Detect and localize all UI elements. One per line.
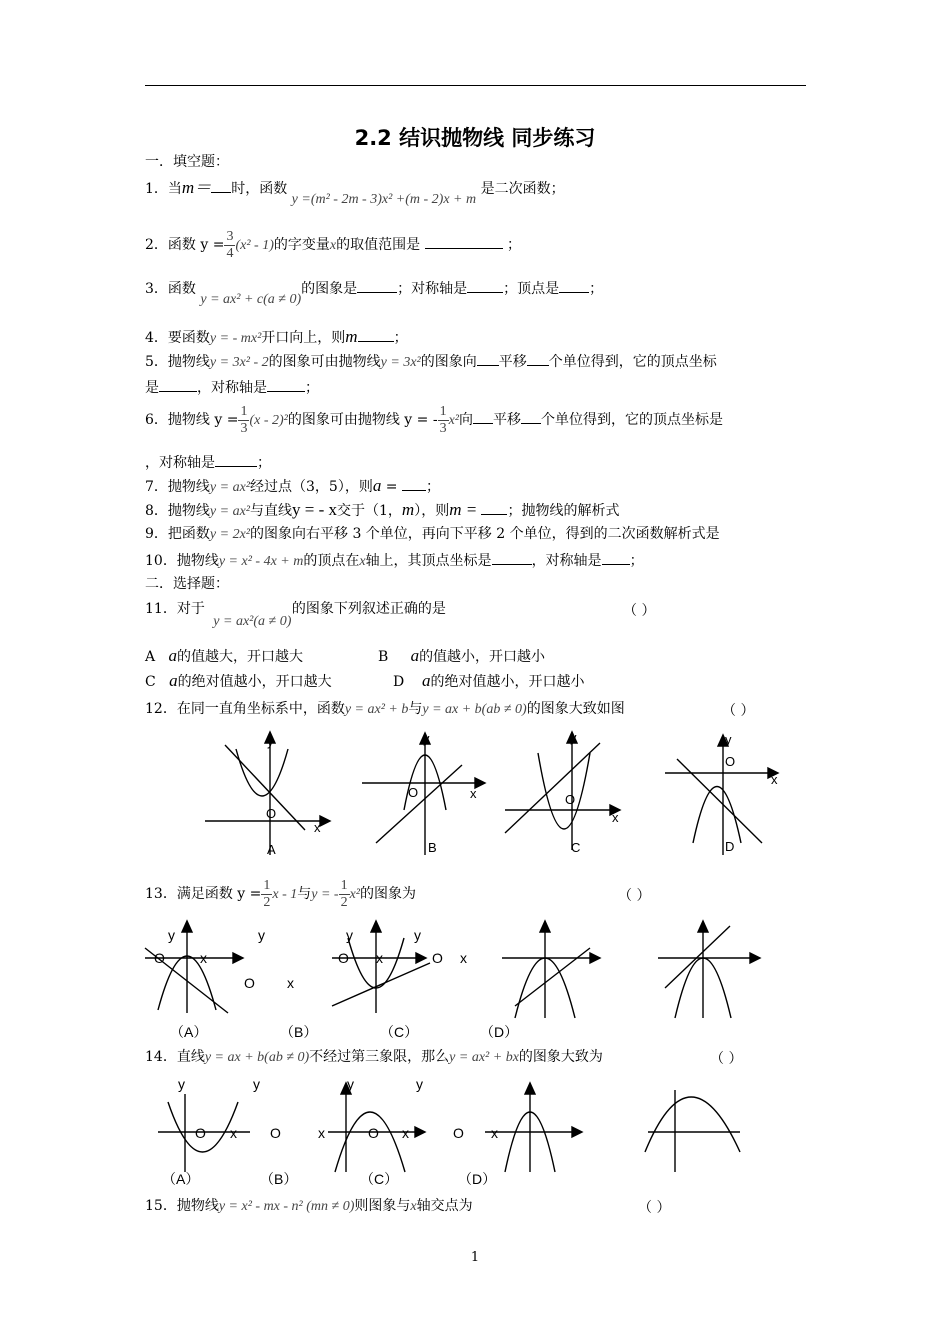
section-choice: 二．选择题： xyxy=(145,576,229,592)
axis-y-label: y xyxy=(423,731,430,746)
svg-text:O: O xyxy=(154,950,165,966)
question-10: 10．抛物线y = x² - 4x + m的顶点在x轴上，其顶点坐标是 ，对称轴是 ； xyxy=(145,550,644,571)
svg-text:（B）: （B） xyxy=(260,1171,298,1187)
answer-blank[interactable] xyxy=(358,327,394,342)
question-4: 4．要函数y = - mx²开口向上，则m ； xyxy=(145,327,408,346)
axis-y-label: y xyxy=(267,734,274,749)
section-fill-in: 一．填空题： xyxy=(145,154,229,170)
svg-text:（C）: （C） xyxy=(380,1024,419,1040)
svg-text:y: y xyxy=(178,1076,185,1092)
page-title: 2.2 结识抛物线 同步练习 xyxy=(354,126,596,150)
answer-paren[interactable]: （ ） xyxy=(722,703,755,719)
svg-text:x: x xyxy=(318,1125,325,1141)
parabola xyxy=(236,749,288,796)
svg-text:x: x xyxy=(287,975,294,991)
option-a-b: A a的值越大，开口越大 xyxy=(145,646,303,665)
arrow-icon xyxy=(750,953,760,963)
axis-x-label: x xyxy=(771,772,778,787)
page-number: 1 xyxy=(470,1250,480,1265)
svg-text:x: x xyxy=(460,950,467,966)
answer-blank[interactable] xyxy=(215,452,257,467)
answer-paren[interactable]: （ ） xyxy=(638,1200,671,1216)
arrow-icon xyxy=(233,953,243,963)
axis-x-label: x xyxy=(314,820,321,835)
svg-text:x: x xyxy=(230,1125,237,1141)
arrow-icon xyxy=(320,816,330,826)
svg-text:O: O xyxy=(195,1125,206,1141)
svg-text:（D）: （D） xyxy=(458,1171,497,1187)
svg-text:（D）: （D） xyxy=(480,1024,519,1040)
answer-blank[interactable] xyxy=(211,178,231,193)
figure-label: A xyxy=(267,842,276,857)
line xyxy=(225,745,305,830)
question-14: 14．直线y = ax + b(ab ≠ 0)不经过第三象限，那么y = ax² + bx的图象大致为 xyxy=(145,1049,603,1065)
origin-label: O xyxy=(565,792,576,807)
arrow-icon xyxy=(525,1083,535,1094)
q12-figures xyxy=(140,725,800,865)
answer-paren[interactable]: （ ） xyxy=(623,603,656,619)
svg-text:y: y xyxy=(346,927,353,943)
option-d: D a的绝对值越小，开口越小 xyxy=(393,671,585,690)
arrow-icon xyxy=(698,921,708,932)
arrow-icon xyxy=(371,921,381,932)
question-3: 3．函数 y = ax² + c(a ≠ 0)的图象是 ；对称轴是 ；顶点是 ； xyxy=(145,278,603,299)
line xyxy=(376,765,462,843)
line xyxy=(677,759,762,843)
question-5-line2: 是 ，对称轴是 ； xyxy=(145,377,319,397)
answer-blank[interactable] xyxy=(559,278,589,293)
svg-text:O: O xyxy=(368,1125,379,1141)
question-9: 9．把函数y = 2x²的图象向右平移 3 个单位，再向下平移 2 个单位，得到的二次函数解析式是 xyxy=(145,526,720,542)
axis-x-label: x xyxy=(612,810,619,825)
origin-label: O xyxy=(725,754,736,769)
svg-text:（B）: （B） xyxy=(280,1024,318,1040)
svg-text:O: O xyxy=(338,950,349,966)
question-7: 7．抛物线y = ax²经过点（3，5），则a = ； xyxy=(145,476,440,495)
svg-text:（C）: （C） xyxy=(360,1171,399,1187)
svg-text:x: x xyxy=(200,950,207,966)
question-13: 13．满足函数 y = $\frac{1}{2}$ x - 1与y = - $\frac{1}{2}$ x²的图象为 xyxy=(145,877,416,910)
svg-text:y: y xyxy=(253,1076,260,1092)
q14-figures xyxy=(140,1072,780,1197)
svg-text:（A）: （A） xyxy=(162,1171,200,1187)
svg-text:O: O xyxy=(244,975,255,991)
option-b: B a的值越小，开口越小 xyxy=(378,646,546,665)
svg-text:O: O xyxy=(432,950,443,966)
parabola xyxy=(538,753,590,829)
arrow-icon xyxy=(590,953,600,963)
question-6: 6．抛物线 y = $\frac{1}{3}$ (x - 2)²的图象可由抛物线 y = - $\frac{1}{3}$ x²向 平移 个单位得到，它的顶点坐标是 xyxy=(145,403,724,436)
question-8: 8．抛物线y = ax²与直线y = - x交于（1，m），则m = ；抛物线的解析式 xyxy=(145,500,620,519)
answer-blank[interactable] xyxy=(481,500,507,515)
question-12: 12．在同一直角坐标系中，函数y = ax² + b与y = ax + b(ab ≠ 0)的图象大致如图 xyxy=(145,701,625,717)
question-2: 2．函数 y = $\frac{3}{4}$ (x² - 1)的字变量x的取值范围是 ； xyxy=(145,228,521,261)
figure-label: D xyxy=(725,839,735,854)
line xyxy=(505,743,600,833)
axis-y-label: y xyxy=(725,732,732,747)
answer-blank[interactable] xyxy=(357,278,397,293)
option-c: C a的绝对值越小，开口越大 xyxy=(145,671,332,690)
arrow-icon xyxy=(416,953,426,963)
svg-text:y: y xyxy=(168,927,175,943)
question-6-line2: ，对称轴是 ； xyxy=(145,452,271,472)
arrow-icon xyxy=(475,778,485,788)
origin-label: O xyxy=(408,785,419,800)
svg-text:x: x xyxy=(402,1125,409,1141)
svg-text:O: O xyxy=(453,1125,464,1141)
svg-text:y: y xyxy=(416,1076,423,1092)
svg-text:（A）: （A） xyxy=(170,1024,208,1040)
arrow-icon xyxy=(182,921,192,932)
q13-figures xyxy=(140,918,780,1048)
question-11: 11．对于 y = ax²(a ≠ 0) 的图象下列叙述正确的是 xyxy=(145,601,446,629)
answer-blank[interactable] xyxy=(527,351,549,366)
figure-label: B xyxy=(428,840,437,855)
svg-text:x: x xyxy=(491,1125,498,1141)
axis-y-label: y xyxy=(570,730,577,745)
answer-paren[interactable]: （ ） xyxy=(710,1051,743,1067)
answer-blank[interactable] xyxy=(467,278,503,293)
axis-x-label: x xyxy=(470,786,477,801)
svg-text:y: y xyxy=(258,927,265,943)
svg-text:x: x xyxy=(376,950,383,966)
svg-text:O: O xyxy=(270,1125,281,1141)
question-1: 1．当m＝ 时，函数 y =(m² - 2m - 3)x² +(m - 2)x + m 是二次函数； xyxy=(145,178,565,207)
origin-label: O xyxy=(266,806,277,821)
answer-blank[interactable] xyxy=(267,377,305,392)
arrow-icon xyxy=(415,1127,425,1137)
answer-paren[interactable]: （ ） xyxy=(618,888,651,904)
svg-text:y: y xyxy=(414,927,421,943)
answer-blank[interactable] xyxy=(602,550,630,565)
answer-blank[interactable] xyxy=(477,351,499,366)
arrow-icon xyxy=(540,921,550,932)
answer-blank[interactable] xyxy=(492,550,532,565)
answer-blank[interactable] xyxy=(521,409,541,424)
header-rule xyxy=(145,85,806,86)
figure-label: C xyxy=(571,840,581,855)
answer-blank[interactable] xyxy=(402,476,426,491)
answer-blank[interactable] xyxy=(159,377,197,392)
answer-blank[interactable] xyxy=(473,409,493,424)
question-15: 15．抛物线y = x² - mx - n² (mn ≠ 0)则图象与x轴交点为 xyxy=(145,1198,473,1214)
answer-blank[interactable] xyxy=(425,234,503,249)
arrow-icon xyxy=(572,1127,582,1137)
question-5: 5．抛物线y = 3x² - 2的图象可由抛物线y = 3x²的图象向 平移 个单位得到，它的顶点坐标 xyxy=(145,351,717,372)
svg-text:y: y xyxy=(347,1076,354,1092)
